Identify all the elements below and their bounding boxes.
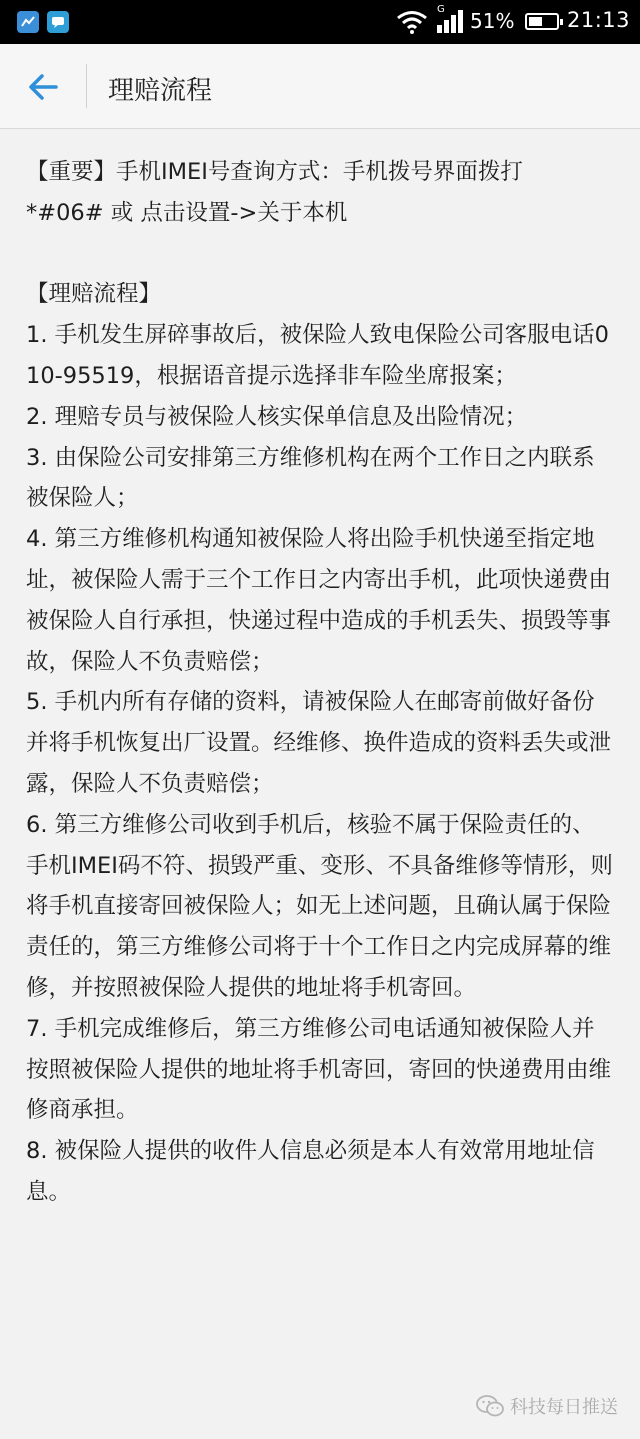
status-bar bbox=[0, 0, 640, 44]
battery-percent: 51% bbox=[470, 9, 515, 33]
network-type-label: G bbox=[437, 4, 445, 15]
chat-notification-icon bbox=[47, 11, 69, 33]
signal-icon bbox=[436, 9, 466, 33]
watermark bbox=[476, 1392, 618, 1420]
step-7: 7. 手机完成维修后，第三方维修公司电话通知被保险人并按照被保险人提供的地址将手机寄回，寄回的快递费用由维修商承担。 bbox=[26, 1015, 612, 1124]
step-1: 1. 手机发生屏碎事故后，被保险人致电保险公司客服电话010-95519，根据语音提示选择非车险坐席报案； bbox=[26, 322, 609, 389]
step-6: 6. 第三方维修公司收到手机后，核验不属于保险责任的、手机IMEI码不符、损毁严重、变形、不具备维修等情形，则将手机直接寄回被保险人；如无上述问题，且确认属于保险责任的，第三方维修公司将于十个工作日之内完成屏幕的维修，并按照被保险人提供的地址将手机寄回。 bbox=[26, 811, 613, 1001]
process-heading: 【理赔流程】 bbox=[26, 281, 162, 308]
page-title: 理赔流程 bbox=[108, 76, 213, 106]
title-divider bbox=[86, 64, 87, 108]
watermark-text: 科技每日推送 bbox=[510, 1397, 618, 1418]
step-3: 3. 由保险公司安排第三方维修机构在两个工作日之内联系被保险人； bbox=[26, 444, 595, 512]
intro-text: 【重要】手机IMEI号查询方式：手机拨号界面拨打 *#06# 或 点击设置->关于本机 bbox=[26, 159, 523, 226]
app-bar bbox=[0, 44, 640, 129]
step-2: 2. 理赔专员与被保险人核实保单信息及出险情况； bbox=[26, 403, 528, 430]
article-body bbox=[26, 152, 616, 1213]
step-8: 8. 被保险人提供的收件人信息必须是本人有效常用地址信息。 bbox=[26, 1138, 595, 1205]
app-notification-icon bbox=[17, 11, 39, 33]
arrow-left-icon bbox=[26, 70, 60, 104]
wechat-icon bbox=[476, 1394, 504, 1418]
clock: 21:13 bbox=[567, 8, 631, 32]
wifi-icon bbox=[396, 10, 428, 34]
step-5: 5. 手机内所有存储的资料，请被保险人在邮寄前做好备份并将手机恢复出厂设置。经维修、换件造成的资料丢失或泄露，保险人不负责赔偿； bbox=[26, 689, 612, 797]
step-4: 4. 第三方维修机构通知被保险人将出险手机快递至指定地址，被保险人需于三个工作日之内寄出手机，此项快递费由被保险人自行承担，快递过程中造成的手机丢失、损毁等事故，保险人不负责赔偿； bbox=[26, 526, 612, 675]
battery-icon bbox=[525, 13, 559, 30]
back-button[interactable] bbox=[26, 70, 60, 104]
